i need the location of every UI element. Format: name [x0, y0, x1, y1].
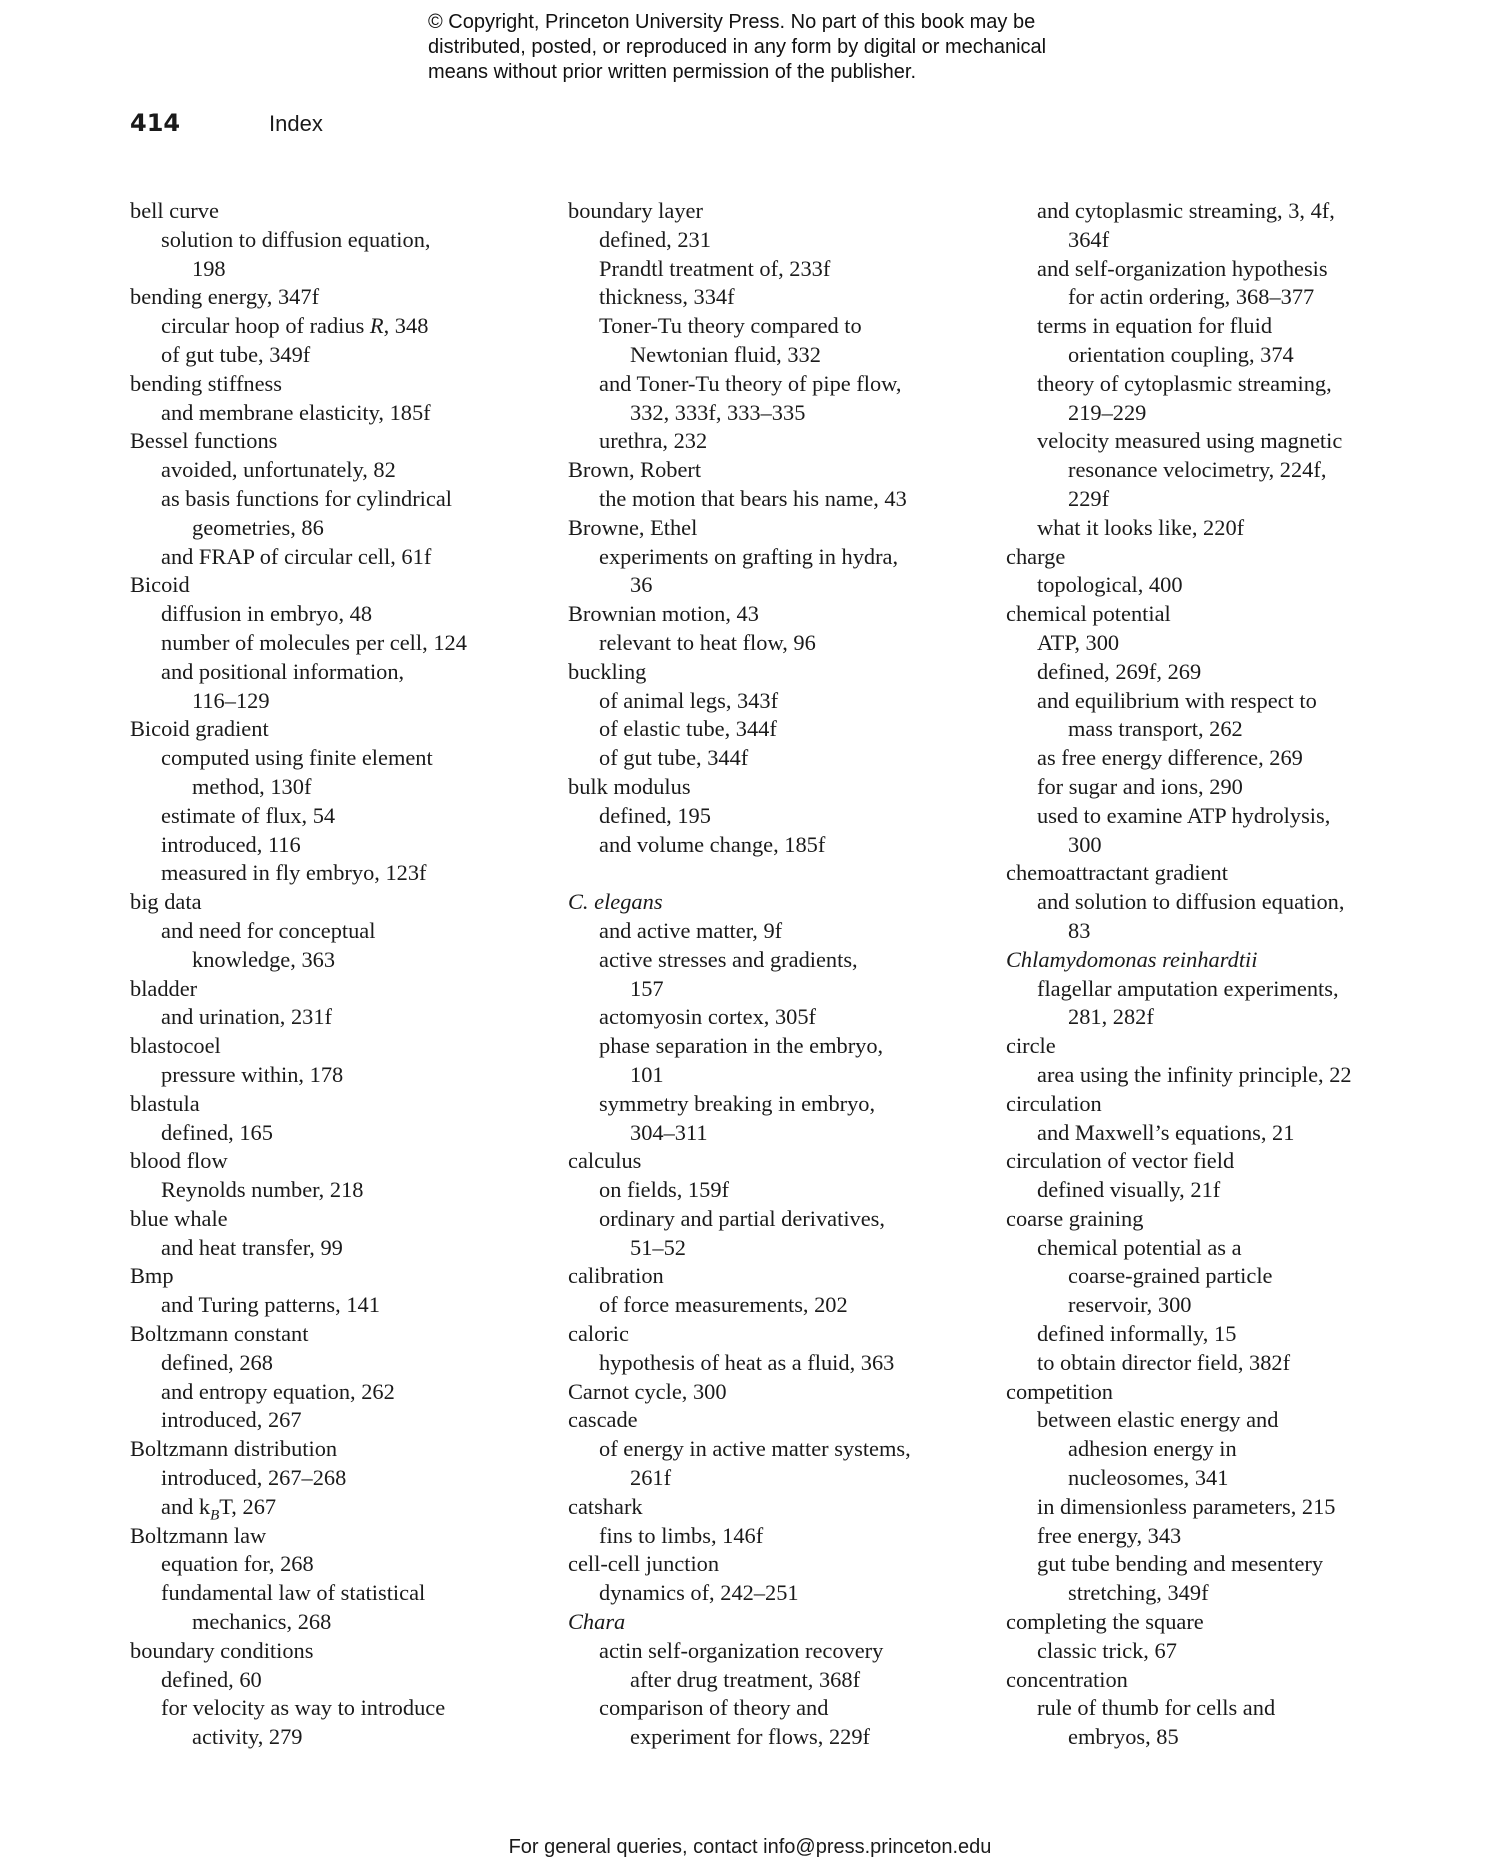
index-subentry: rule of thumb for cells and: [1037, 1695, 1276, 1721]
index-subentry: urethra, 232: [599, 428, 708, 454]
index-heading: bulk modulus: [568, 773, 691, 799]
index-subentry: and Toner-Tu theory of pipe flow,: [599, 370, 902, 396]
index-heading: Chlamydomonas reinhardtii: [1006, 946, 1258, 972]
index-column-2: [568, 197, 1008, 1752]
index-continuation: Newtonian fluid, 332: [630, 341, 821, 367]
index-subentry: solution to diffusion equation,: [161, 226, 431, 252]
index-subentry: fundamental law of statistical: [161, 1580, 426, 1606]
index-continuation: 219–229: [1068, 399, 1147, 425]
index-heading: circle: [1006, 1033, 1056, 1059]
index-subentry: and positional information,: [161, 658, 405, 684]
index-subentry: and FRAP of circular cell, 61f: [161, 543, 432, 569]
index-heading: Bmp: [130, 1263, 174, 1289]
index-subentry: and volume change, 185f: [599, 831, 826, 857]
index-subentry: of gut tube, 349f: [161, 341, 311, 367]
index-continuation: 157: [630, 975, 664, 1001]
index-continuation: mass transport, 262: [1068, 716, 1243, 742]
index-subentry: avoided, unfortunately, 82: [161, 457, 396, 483]
index-subentry: pressure within, 178: [161, 1061, 344, 1087]
index-subentry: and self-organization hypothesis: [1037, 255, 1328, 281]
index-subentry: defined, 268: [161, 1349, 273, 1375]
copyright-line: © Copyright, Princeton University Press. No part of this book may be: [428, 11, 1036, 33]
index-subentry: theory of cytoplasmic streaming,: [1037, 370, 1332, 396]
index-subentry: thickness, 334f: [599, 284, 735, 310]
index-heading: blastula: [130, 1090, 200, 1116]
index-continuation: geometries, 86: [192, 514, 324, 540]
index-continuation: 229f: [1068, 485, 1110, 511]
index-heading: circulation: [1006, 1090, 1102, 1116]
index-continuation: adhesion energy in: [1068, 1436, 1237, 1462]
index-heading: Boltzmann law: [130, 1522, 267, 1548]
index-subentry: on fields, 159f: [599, 1177, 729, 1203]
index-continuation: 51–52: [630, 1234, 686, 1260]
index-subentry: and membrane elasticity, 185f: [161, 399, 431, 425]
index-continuation: reservoir, 300: [1068, 1292, 1192, 1318]
index-heading: blood flow: [130, 1148, 228, 1174]
index-subentry: classic trick, 67: [1037, 1637, 1177, 1663]
index-continuation: 304–311: [630, 1119, 708, 1145]
index-subentry: topological, 400: [1037, 572, 1183, 598]
index-subentry: the motion that bears his name, 43: [599, 485, 907, 511]
index-heading: bending energy, 347f: [130, 284, 320, 310]
index-subentry: circular hoop of radius R, 348: [161, 313, 429, 339]
index-heading: caloric: [568, 1321, 629, 1347]
index-heading: catshark: [568, 1493, 643, 1519]
index-heading: boundary conditions: [130, 1637, 314, 1663]
index-subentry: computed using finite element: [161, 745, 433, 771]
copyright-line: means without prior written permission of the publisher.: [428, 61, 917, 83]
index-heading: charge: [1006, 543, 1066, 569]
index-heading: cell-cell junction: [568, 1551, 720, 1577]
index-continuation: embryos, 85: [1068, 1724, 1179, 1750]
index-subentry: phase separation in the embryo,: [599, 1033, 884, 1059]
index-column-3: [1006, 197, 1386, 1752]
index-subentry: and entropy equation, 262: [161, 1378, 395, 1404]
index-subentry: ATP, 300: [1037, 629, 1120, 655]
index-heading: Bicoid gradient: [130, 716, 269, 742]
index-subentry: as basis functions for cylindrical: [161, 485, 453, 511]
page-number: 414: [130, 109, 181, 137]
index-heading: bladder: [130, 975, 198, 1001]
index-subentry: estimate of flux, 54: [161, 802, 336, 828]
index-subentry: symmetry breaking in embryo,: [599, 1090, 876, 1116]
index-continuation: 364f: [1068, 226, 1110, 252]
index-continuation: stretching, 349f: [1068, 1580, 1209, 1606]
section-title: Index: [269, 111, 323, 136]
index-heading: buckling: [568, 658, 647, 684]
index-continuation: knowledge, 363: [192, 946, 336, 972]
index-subentry: measured in fly embryo, 123f: [161, 860, 427, 886]
index-subentry: defined informally, 15: [1037, 1321, 1237, 1347]
index-continuation: after drug treatment, 368f: [630, 1666, 861, 1692]
index-subentry: and Turing patterns, 141: [161, 1292, 380, 1318]
index-subentry: chemical potential as a: [1037, 1234, 1242, 1260]
index-subentry: active stresses and gradients,: [599, 946, 858, 972]
index-subentry: flagellar amputation experiments,: [1037, 975, 1339, 1001]
index-subentry: Toner-Tu theory compared to: [599, 313, 862, 339]
index-heading: concentration: [1006, 1666, 1128, 1692]
index-subentry: of force measurements, 202: [599, 1292, 848, 1318]
index-subentry: gut tube bending and mesentery: [1037, 1551, 1324, 1577]
index-spacer: [568, 859, 1008, 888]
index-heading: circulation of vector field: [1006, 1148, 1235, 1174]
index-continuation: 332, 333f, 333–335: [630, 399, 806, 425]
footer-contact: For general queries, contact info@press.princeton.edu: [508, 1836, 992, 1858]
index-continuation: 101: [630, 1061, 664, 1087]
index-continuation: nucleosomes, 341: [1068, 1465, 1229, 1491]
index-heading: Carnot cycle, 300: [568, 1378, 727, 1404]
index-subentry: dynamics of, 242–251: [599, 1580, 799, 1606]
index-subentry: for sugar and ions, 290: [1037, 773, 1243, 799]
index-heading: Bicoid: [130, 572, 190, 598]
index-heading: bending stiffness: [130, 370, 282, 396]
index-subentry: fins to limbs, 146f: [599, 1522, 764, 1548]
index-subentry: introduced, 267: [161, 1407, 302, 1433]
index-heading: C. elegans: [568, 889, 663, 915]
index-subentry: ordinary and partial derivatives,: [599, 1205, 885, 1231]
index-heading: Boltzmann constant: [130, 1321, 309, 1347]
index-subentry: terms in equation for fluid: [1037, 313, 1273, 339]
index-subentry: used to examine ATP hydrolysis,: [1037, 802, 1331, 828]
index-heading: cascade: [568, 1407, 638, 1433]
index-subentry: and equilibrium with respect to: [1037, 687, 1317, 713]
index-subentry: of animal legs, 343f: [599, 687, 779, 713]
index-subentry: defined visually, 21f: [1037, 1177, 1221, 1203]
index-subentry: diffusion in embryo, 48: [161, 601, 373, 627]
index-subentry: defined, 231: [599, 226, 711, 252]
index-subentry: of gut tube, 344f: [599, 745, 749, 771]
index-subentry: what it looks like, 220f: [1037, 514, 1245, 540]
index-subentry: of energy in active matter systems,: [599, 1436, 911, 1462]
index-subentry: between elastic energy and: [1037, 1407, 1279, 1433]
index-heading: chemoattractant gradient: [1006, 860, 1228, 886]
index-continuation: method, 130f: [192, 773, 312, 799]
index-subentry: relevant to heat flow, 96: [599, 629, 816, 655]
index-continuation: mechanics, 268: [192, 1609, 332, 1635]
index-heading: Chara: [568, 1609, 626, 1635]
index-heading: big data: [130, 889, 202, 915]
index-subentry: area using the infinity principle, 22: [1037, 1061, 1352, 1087]
index-subentry: defined, 60: [161, 1666, 262, 1692]
index-subentry: of elastic tube, 344f: [599, 716, 777, 742]
index-subentry: comparison of theory and: [599, 1695, 829, 1721]
index-subentry: number of molecules per cell, 124: [161, 629, 467, 655]
index-subentry: actomyosin cortex, 305f: [599, 1004, 817, 1030]
index-heading: calibration: [568, 1263, 664, 1289]
index-continuation: 300: [1068, 831, 1102, 857]
index-subentry: for velocity as way to introduce: [161, 1695, 446, 1721]
index-continuation: 261f: [630, 1465, 672, 1491]
index-subentry: in dimensionless parameters, 215: [1037, 1493, 1336, 1519]
index-column-1: [130, 197, 550, 1752]
index-continuation: 281, 282f: [1068, 1004, 1154, 1030]
index-heading: competition: [1006, 1378, 1113, 1404]
index-heading: Boltzmann distribution: [130, 1436, 338, 1462]
index-continuation: orientation coupling, 374: [1068, 341, 1294, 367]
index-subentry: defined, 195: [599, 802, 711, 828]
index-subentry: and urination, 231f: [161, 1004, 333, 1030]
index-continuation: 198: [192, 255, 226, 281]
index-continuation: coarse-grained particle: [1068, 1263, 1273, 1289]
index-heading: bell curve: [130, 198, 219, 223]
index-continuation: 116–129: [192, 687, 270, 713]
index-subentry: defined, 165: [161, 1119, 273, 1145]
index-heading: chemical potential: [1006, 601, 1171, 627]
index-heading: blue whale: [130, 1205, 228, 1231]
index-subentry: free energy, 343: [1037, 1522, 1182, 1548]
index-subentry: introduced, 267–268: [161, 1465, 347, 1491]
index-heading: boundary layer: [568, 198, 703, 223]
index-subentry: and active matter, 9f: [599, 917, 783, 943]
index-heading: completing the square: [1006, 1609, 1204, 1635]
index-heading: Brown, Robert: [568, 457, 702, 483]
index-heading: blastocoel: [130, 1033, 221, 1059]
index-continuation: 83: [1068, 917, 1091, 943]
index-heading: Bessel functions: [130, 428, 278, 454]
index-continuation: activity, 279: [192, 1724, 303, 1750]
index-subentry: velocity measured using magnetic: [1037, 428, 1343, 454]
index-subentry: and solution to diffusion equation,: [1037, 889, 1345, 915]
index-continuation: resonance velocimetry, 224f,: [1068, 457, 1327, 483]
index-continuation: experiment for flows, 229f: [630, 1724, 871, 1750]
index-subentry: to obtain director field, 382f: [1037, 1349, 1291, 1375]
index-subentry: hypothesis of heat as a fluid, 363: [599, 1349, 895, 1375]
index-subentry: experiments on grafting in hydra,: [599, 543, 899, 569]
index-subentry: actin self-organization recovery: [599, 1637, 884, 1663]
index-heading: Browne, Ethel: [568, 514, 698, 540]
index-subentry: Reynolds number, 218: [161, 1177, 364, 1203]
index-subentry: as free energy difference, 269: [1037, 745, 1303, 771]
index-subentry: equation for, 268: [161, 1551, 314, 1577]
index-subentry: defined, 269f, 269: [1037, 658, 1202, 684]
index-subentry: and cytoplasmic streaming, 3, 4f,: [1037, 198, 1335, 223]
index-heading: calculus: [568, 1148, 642, 1174]
index-heading: coarse graining: [1006, 1205, 1144, 1231]
index-subentry: and need for conceptual: [161, 917, 376, 943]
index-subentry: and Maxwell’s equations, 21: [1037, 1119, 1295, 1145]
index-subentry: introduced, 116: [161, 831, 301, 857]
index-continuation: for actin ordering, 368–377: [1068, 284, 1315, 310]
copyright-line: distributed, posted, or reproduced in any form by digital or mechanical: [428, 36, 1047, 58]
index-subentry: and $k_BT$, 267: [161, 1493, 277, 1524]
index-continuation: 36: [630, 572, 653, 598]
index-subentry: and heat transfer, 99: [161, 1234, 343, 1260]
copyright-notice: [428, 10, 1108, 85]
index-subentry: Prandtl treatment of, 233f: [599, 255, 831, 281]
index-heading: Brownian motion, 43: [568, 601, 759, 627]
